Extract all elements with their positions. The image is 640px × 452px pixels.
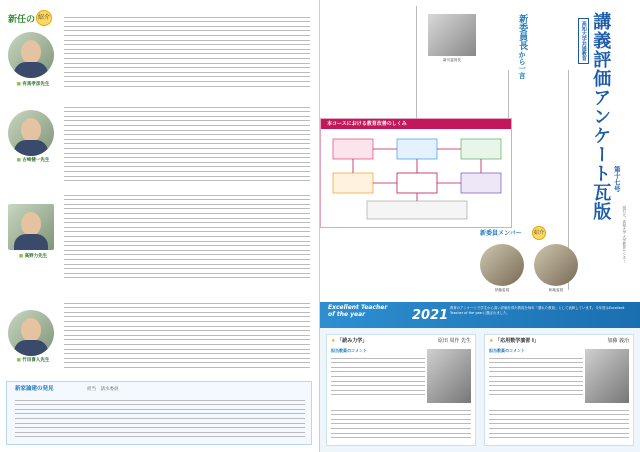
teacher-name: 加藤 義治 <box>607 338 629 344</box>
intro-badge: 紹介 <box>36 10 52 26</box>
teacher-card-1 <box>326 334 476 446</box>
masthead <box>574 6 636 296</box>
staff-photo <box>8 110 54 156</box>
teacher-comment-more <box>489 407 629 441</box>
staff-photo <box>8 32 54 78</box>
masthead-title: 講義評価アンケート瓦版 <box>590 12 612 221</box>
discovery-subheading: 担当 請水委員 <box>87 387 119 392</box>
new-members-heading: 新委員メンバー <box>480 230 522 237</box>
chair-photo-caption: 新川委員長 <box>443 58 461 62</box>
excellent-title-line1: Excellent Teacher <box>328 304 388 311</box>
diagram-node <box>333 173 373 193</box>
excellent-title <box>328 305 387 319</box>
right-page <box>320 0 640 452</box>
teacher-name: 原田 周作 先生 <box>437 338 471 344</box>
excellent-teacher-section <box>320 302 640 452</box>
teacher-comment <box>489 355 583 398</box>
staff-name: ■ 古崎健一先生 <box>8 158 58 164</box>
new-chair-subtitle: から一言 <box>518 51 527 80</box>
new-chair-title: 新委員長 <box>517 14 528 50</box>
diagram-node <box>333 139 373 159</box>
diagram-node <box>397 173 437 193</box>
staff-photo <box>8 310 54 356</box>
staff-name: ■ 有馬孝彦先生 <box>8 82 58 88</box>
staff-bio <box>64 104 310 184</box>
teacher-comment-more <box>331 407 471 441</box>
staff-name: ■ 竹田喜人先生 <box>8 358 58 364</box>
teacher-comment <box>331 355 425 398</box>
discovery-body <box>15 397 305 440</box>
diagram-node <box>461 173 501 193</box>
staff-photo <box>8 204 54 250</box>
course-improvement-box <box>320 118 512 228</box>
staff-section-4 <box>8 300 308 376</box>
excellent-title-line2: of the year <box>328 310 366 318</box>
teacher-comment-label: 担当教員のコメント <box>489 348 525 353</box>
diagram-node <box>397 139 437 159</box>
diagram-node <box>461 139 501 159</box>
masthead-publisher: 発行元：高知大学 大学教育センター <box>622 206 627 264</box>
teacher-course: ★ 「読み力学」 <box>331 338 367 345</box>
excellent-band <box>320 302 640 328</box>
new-members-badge: 紹介 <box>532 226 546 240</box>
staff-name: ■ 高野力先生 <box>8 254 58 260</box>
excellent-year: 2021 <box>412 308 449 323</box>
staff-bio <box>64 192 310 281</box>
excellent-description: 教育のアンケートで学生から高い評価を得た教員を毎年「優れた教員」として表彰しています。今年度はExcellent Teacher of the yearに選ばれました。 <box>450 306 625 315</box>
member-photo <box>534 244 578 286</box>
course-diagram <box>327 133 507 225</box>
teacher-course: ★ 「応用数学演習 I」 <box>489 338 539 345</box>
member-caption: 和地委員 <box>548 288 564 292</box>
member-photo <box>480 244 524 286</box>
masthead-issue: 第十七号 <box>612 166 621 192</box>
diagram-node <box>367 201 467 219</box>
member-caption: 伊藤委員 <box>494 288 510 292</box>
discovery-heading: 新家論建の発見 <box>15 386 54 392</box>
teacher-card-2 <box>484 334 634 446</box>
staff-section-2 <box>8 104 308 188</box>
staff-bio <box>64 14 310 89</box>
teacher-photo <box>585 349 629 403</box>
chair-photo <box>428 14 476 56</box>
discovery-box <box>6 381 312 445</box>
staff-section-1 <box>8 14 308 96</box>
teacher-comment-label: 担当教員のコメント <box>331 348 367 353</box>
vertical-article-left <box>324 6 420 118</box>
teacher-photo <box>427 349 471 403</box>
course-box-title: 本コースにおける教育改善のしくみ <box>321 119 511 129</box>
staff-section-3 <box>8 192 308 288</box>
intro-title: 新任の <box>8 15 36 25</box>
staff-bio <box>64 300 310 371</box>
masthead-subtitle: 高知大学共通教育 <box>578 18 589 64</box>
